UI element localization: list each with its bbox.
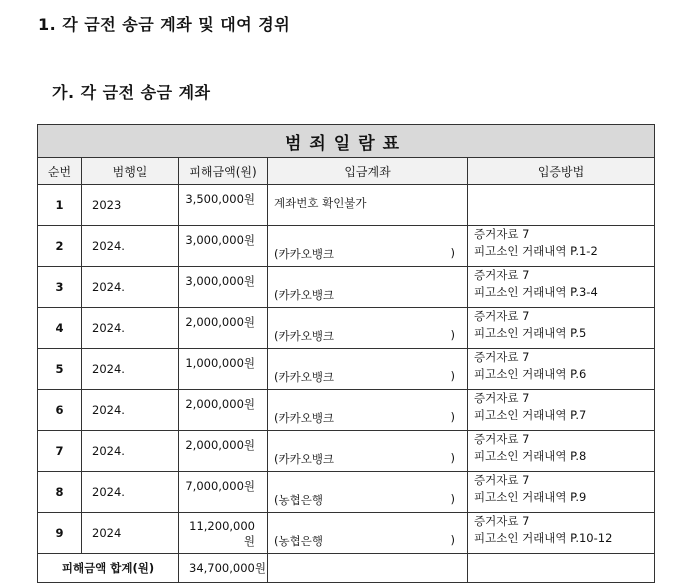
row-date: 2024. [82, 308, 179, 349]
row-proof [468, 390, 655, 431]
account-bank: (카카오뱅크 [274, 288, 335, 302]
proof-line-2: 피고소인 거래내역 P.5 [474, 326, 587, 340]
row-proof [468, 472, 655, 513]
row-date: 2024. [82, 390, 179, 431]
account-close: ) [450, 369, 455, 383]
header-date: 범행일 [82, 158, 179, 185]
table-title: 범죄일람표 [38, 125, 655, 158]
row-account [268, 226, 468, 267]
table-row [38, 308, 655, 349]
subsection-heading: 가. 각 금전 송금 계좌 [52, 83, 211, 102]
proof-line-1: 증거자료 7 [474, 391, 530, 405]
row-amount: 7,000,000원 [179, 472, 268, 513]
account-bank: (농협은행 [274, 534, 323, 548]
proof-line-1: 증거자료 7 [474, 268, 530, 282]
account-close: ) [450, 328, 455, 342]
row-number: 4 [38, 308, 82, 349]
row-amount: 3,500,000원 [179, 185, 268, 226]
row-amount: 3,000,000원 [179, 226, 268, 267]
total-value: 34,700,000원 [179, 554, 268, 583]
row-number: 9 [38, 513, 82, 554]
proof-line-1: 증거자료 7 [474, 227, 530, 241]
table-row [38, 185, 655, 226]
proof-line-1: 증거자료 7 [474, 514, 530, 528]
table-row [38, 472, 655, 513]
row-amount: 1,000,000원 [179, 349, 268, 390]
row-date: 2024. [82, 431, 179, 472]
proof-line-1: 증거자료 7 [474, 350, 530, 364]
account-close: ) [450, 492, 455, 506]
row-date: 2024. [82, 472, 179, 513]
table-row [38, 226, 655, 267]
row-proof [468, 431, 655, 472]
row-amount: 2,000,000원 [179, 390, 268, 431]
row-account [268, 185, 468, 226]
table-row [38, 390, 655, 431]
row-number: 5 [38, 349, 82, 390]
row-account [268, 513, 468, 554]
account-bank: (농협은행 [274, 493, 323, 507]
row-account [268, 431, 468, 472]
section-heading: 1. 각 금전 송금 계좌 및 대여 경위 [38, 15, 291, 34]
row-number: 8 [38, 472, 82, 513]
row-amount: 2,000,000원 [179, 308, 268, 349]
row-amount: 11,200,000원 [179, 513, 268, 554]
proof-line-2: 피고소인 거래내역 P.10-12 [474, 531, 613, 545]
header-amount: 피해금액(원) [179, 158, 268, 185]
account-bank: (카카오뱅크 [274, 411, 335, 425]
row-date: 2024 [82, 513, 179, 554]
row-account [268, 308, 468, 349]
row-proof [468, 513, 655, 554]
proof-line-2: 피고소인 거래내역 P.1-2 [474, 244, 598, 258]
account-bank: (카카오뱅크 [274, 247, 335, 261]
table-row [38, 431, 655, 472]
account-bank: (카카오뱅크 [274, 452, 335, 466]
header-account: 입금계좌 [268, 158, 468, 185]
account-close: ) [450, 451, 455, 465]
row-amount: 3,000,000원 [179, 267, 268, 308]
proof-line-1: 증거자료 7 [474, 309, 530, 323]
table-row [38, 349, 655, 390]
row-proof [468, 185, 655, 226]
table-row [38, 513, 655, 554]
row-number: 3 [38, 267, 82, 308]
row-number: 2 [38, 226, 82, 267]
row-proof [468, 308, 655, 349]
row-date: 2023 [82, 185, 179, 226]
row-account [268, 390, 468, 431]
total-label: 피해금액 합계(원) [38, 554, 179, 583]
row-account [268, 472, 468, 513]
row-number: 6 [38, 390, 82, 431]
proof-line-2: 피고소인 거래내역 P.7 [474, 408, 587, 422]
header-number: 순번 [38, 158, 82, 185]
account-bank: (카카오뱅크 [274, 370, 335, 384]
row-proof [468, 267, 655, 308]
row-account [268, 349, 468, 390]
account-close: ) [450, 410, 455, 424]
proof-line-2: 피고소인 거래내역 P.9 [474, 490, 587, 504]
row-date: 2024. [82, 267, 179, 308]
total-empty-cell [468, 554, 655, 583]
crime-table [37, 124, 655, 583]
row-proof [468, 349, 655, 390]
header-proof: 입증방법 [468, 158, 655, 185]
proof-line-2: 피고소인 거래내역 P.6 [474, 367, 587, 381]
proof-line-1: 증거자료 7 [474, 432, 530, 446]
total-empty-cell [268, 554, 468, 583]
account-close: ) [450, 246, 455, 260]
row-amount: 2,000,000원 [179, 431, 268, 472]
row-number: 7 [38, 431, 82, 472]
proof-line-2: 피고소인 거래내역 P.3-4 [474, 285, 598, 299]
row-date: 2024. [82, 349, 179, 390]
row-account [268, 267, 468, 308]
row-date: 2024. [82, 226, 179, 267]
account-bank: 계좌번호 확인불가 [274, 196, 367, 210]
account-bank: (카카오뱅크 [274, 329, 335, 343]
account-close: ) [450, 533, 455, 547]
proof-line-1: 증거자료 7 [474, 473, 530, 487]
row-number: 1 [38, 185, 82, 226]
row-proof [468, 226, 655, 267]
proof-line-2: 피고소인 거래내역 P.8 [474, 449, 587, 463]
table-row [38, 267, 655, 308]
